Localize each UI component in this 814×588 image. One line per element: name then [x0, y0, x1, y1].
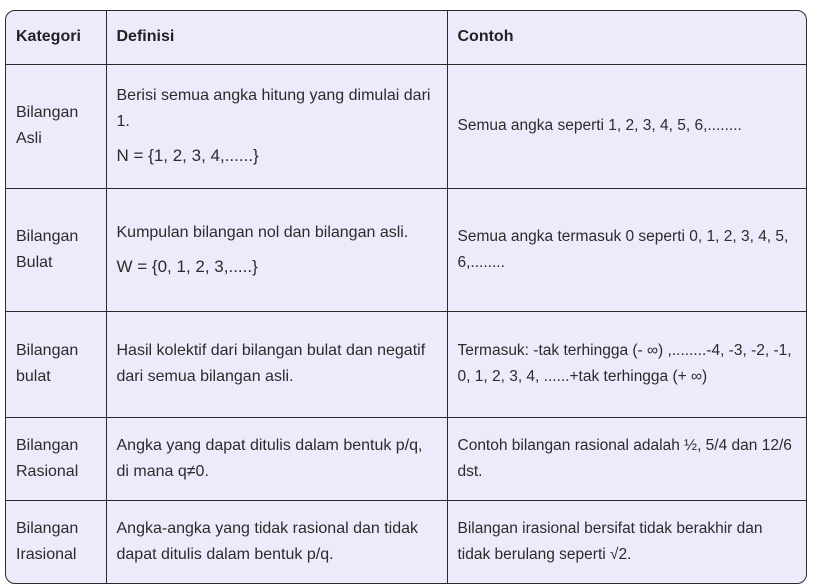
table-row [6, 417, 806, 500]
set-notation: N = {1, 2, 3, 4,......} [116, 146, 259, 165]
cell-contoh: Termasuk: -tak terhingga (- ∞) ,........-4, -3, -2, -1, 0, 1, 2, 3, 4, ......+tak terhingga (+ ∞) [447, 311, 806, 417]
cell-contoh: Bilangan irasional bersifat tidak berakhir dan tidak berulang seperti √2. [447, 500, 806, 583]
cell-kategori: Bilangan Asli [6, 64, 106, 188]
cell-definisi [106, 64, 447, 188]
cell-definisi: Hasil kolektif dari bilangan bulat dan negatif dari semua bilangan asli. [106, 311, 447, 417]
cell-definisi: Angka-angka yang tidak rasional dan tidak dapat ditulis dalam bentuk p/q. [106, 500, 447, 583]
table-row [6, 64, 806, 188]
definisi-text: Berisi semua angka hitung yang dimulai dari 1. [116, 87, 431, 130]
table-header-row [6, 11, 806, 64]
definisi-text: Kumpulan bilangan nol dan bilangan asli. [116, 223, 409, 241]
header-kategori: Kategori [6, 11, 106, 64]
cell-kategori: Bilangan Irasional [6, 500, 106, 583]
cell-contoh: Contoh bilangan rasional adalah ½, 5/4 dan 12/6 dst. [447, 417, 806, 500]
table-row [6, 311, 806, 417]
table [6, 11, 806, 583]
cell-contoh: Semua angka seperti 1, 2, 3, 4, 5, 6,........ [447, 64, 806, 188]
cell-contoh: Semua angka termasuk 0 seperti 0, 1, 2, 3, 4, 5, 6,........ [447, 188, 806, 311]
cell-definisi [106, 188, 447, 311]
table-row [6, 188, 806, 311]
header-definisi: Definisi [106, 11, 447, 64]
table-row [6, 500, 806, 583]
cell-definisi: Angka yang dapat ditulis dalam bentuk p/q, di mana q≠0. [106, 417, 447, 500]
cell-kategori: Bilangan bulat [6, 311, 106, 417]
cell-kategori: Bilangan Rasional [6, 417, 106, 500]
cell-kategori: Bilangan Bulat [6, 188, 106, 311]
number-categories-table [5, 10, 807, 584]
set-notation: W = {0, 1, 2, 3,.....} [116, 256, 258, 276]
header-contoh: Contoh [447, 11, 806, 64]
